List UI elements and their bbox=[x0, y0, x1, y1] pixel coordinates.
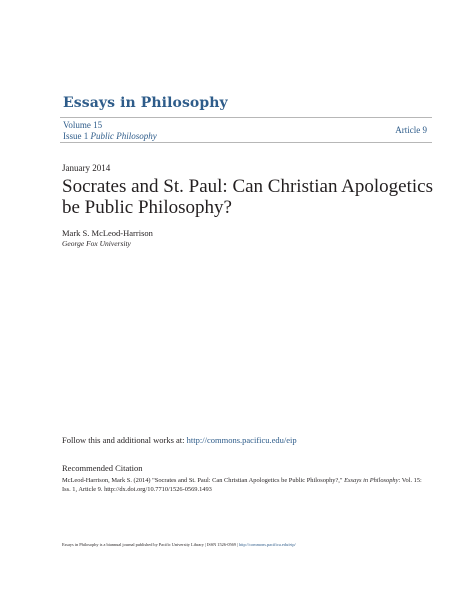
article-number-link[interactable]: Article 9 bbox=[395, 125, 427, 135]
citation-text bbox=[62, 476, 432, 494]
follow-line bbox=[62, 435, 297, 445]
footer-link[interactable]: http://commons.pacificu.edu/eip/ bbox=[238, 542, 296, 547]
author-affiliation: George Fox University bbox=[62, 239, 131, 248]
footer-text: Essays in Philosophy is a biannual journal published by Pacific University Library | ISSN 1526-0569 | bbox=[62, 542, 239, 547]
author-name: Mark S. McLeod-Harrison bbox=[62, 228, 153, 238]
follow-text: Follow this and additional works at: bbox=[62, 435, 187, 445]
issue-number: Issue 1 bbox=[63, 131, 89, 141]
article-title: Socrates and St. Paul: Can Christian Apologetics be Public Philosophy? bbox=[62, 176, 433, 218]
citation-journal: Essays in Philosophy bbox=[344, 477, 399, 484]
publication-date: January 2014 bbox=[62, 163, 111, 173]
repository-link[interactable]: http://commons.pacificu.edu/eip bbox=[186, 435, 297, 445]
volume-link[interactable]: Volume 15 bbox=[63, 120, 103, 130]
issue-line[interactable] bbox=[63, 131, 157, 142]
issue-name: Public Philosophy bbox=[90, 131, 157, 141]
divider-bottom bbox=[60, 142, 432, 143]
citation-part-1: McLeod-Harrison, Mark S. (2014) "Socrates and St. Paul: Can Christian Apologetics be Public Philosophy?," bbox=[62, 477, 345, 484]
journal-title[interactable]: Essays in Philosophy bbox=[63, 95, 228, 111]
divider-top bbox=[60, 117, 432, 118]
recommended-citation-heading: Recommended Citation bbox=[62, 463, 143, 473]
footer bbox=[62, 542, 296, 547]
citation-part-2: : Vol. 15: Iss. 1, Article 9. http://dx.doi.org/10.7710/1526-0569.1493 bbox=[62, 477, 422, 493]
issue-info bbox=[63, 120, 157, 142]
